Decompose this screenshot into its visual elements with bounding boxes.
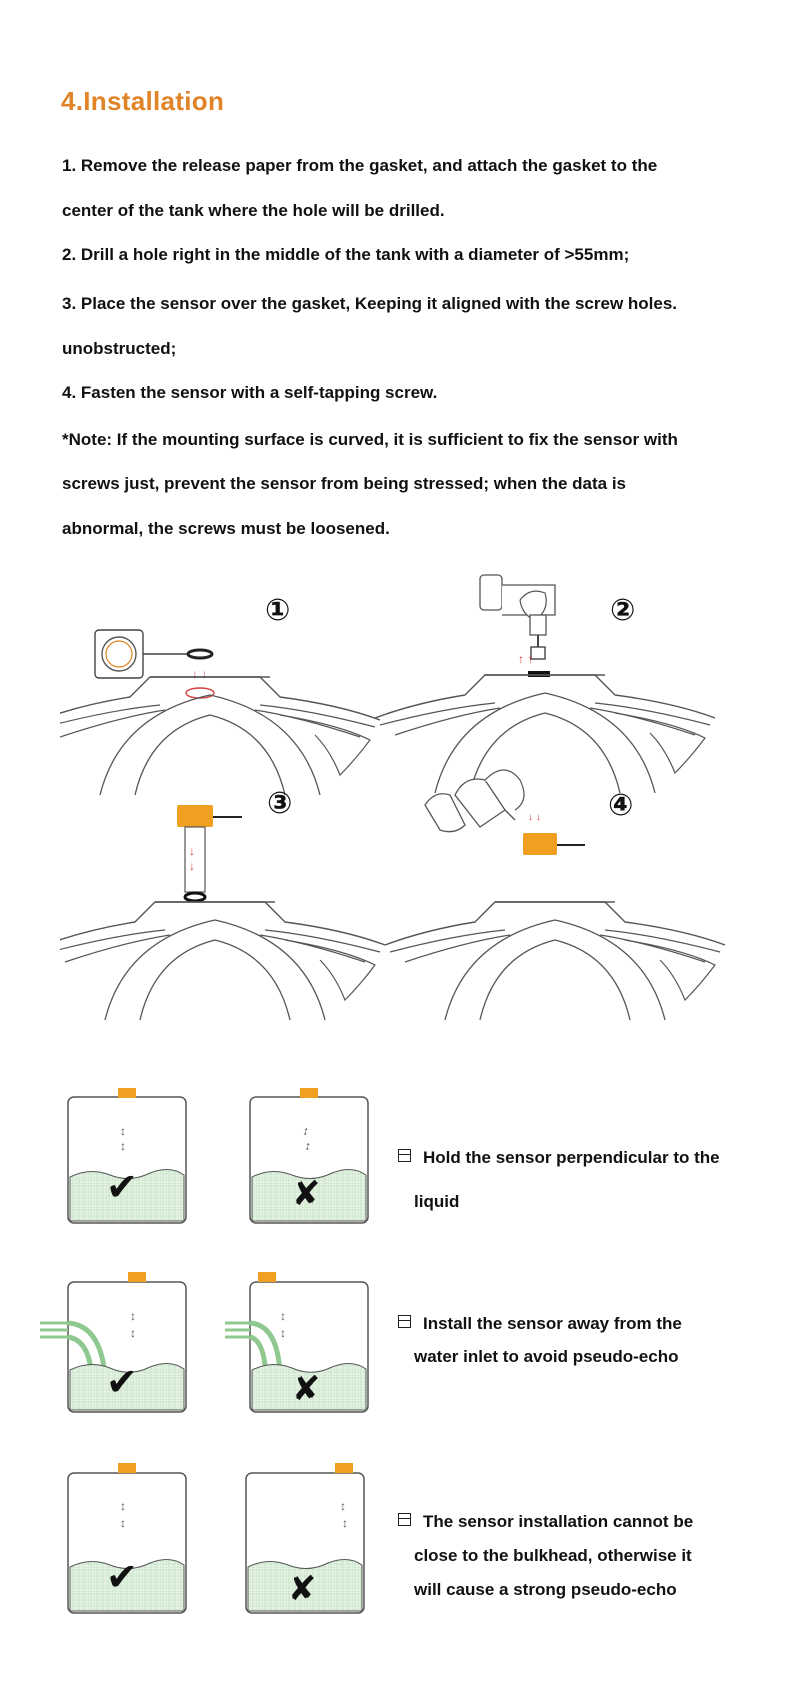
svg-text:↕: ↕	[130, 1309, 136, 1323]
svg-text:↕: ↕	[120, 1499, 126, 1513]
check-mark-icon: ✔	[106, 1362, 138, 1404]
svg-text:↓ ↓: ↓ ↓	[528, 812, 541, 823]
step-3-continued: unobstructed;	[62, 339, 177, 358]
svg-text:↕: ↕	[342, 1516, 348, 1530]
check-mark-icon: ✔	[106, 1557, 138, 1599]
guideline-3-continued: close to the bulkhead, otherwise it	[414, 1546, 692, 1565]
section-title: 4.Installation	[61, 86, 225, 116]
step-3-text: 3. Place the sensor over the gasket, Keeping it aligned with the screw holes.	[62, 294, 678, 313]
step-4-number-label	[608, 788, 633, 823]
step-4-text: 4. Fasten the sensor with a self-tapping screw.	[62, 383, 438, 402]
check-mark-icon: ✔	[106, 1167, 138, 1209]
svg-text:③: ③	[267, 786, 293, 821]
step-3-number-label	[267, 786, 292, 821]
tank-correct-center	[68, 1463, 186, 1613]
step-2-text: 2. Drill a hole right in the middle of the tank with a diameter of >55mm;	[62, 245, 630, 264]
svg-text:↑ ↑: ↑ ↑	[518, 652, 534, 666]
step-1-text: 1. Remove the release paper from the gasket, and attach the gasket to the	[62, 156, 658, 175]
tank-wrong-tilted	[250, 1088, 368, 1223]
guideline-2: Install the sensor away from the	[398, 1314, 760, 1334]
svg-text:↓ ↓: ↓ ↓	[192, 667, 208, 681]
svg-text:↕: ↕	[120, 1124, 126, 1138]
checkbox-bullet-icon	[398, 1315, 411, 1328]
diagram-step-3	[60, 786, 385, 1020]
step-1-continued: center of the tank where the hole will be drilled.	[62, 201, 445, 220]
cross-mark-icon: ✘	[292, 1370, 321, 1408]
svg-text:↕: ↕	[130, 1326, 136, 1340]
tank-correct-away-from-inlet	[40, 1272, 186, 1412]
guideline-1-continued: liquid	[414, 1192, 460, 1211]
checkbox-bullet-icon	[398, 1513, 411, 1526]
svg-text:④: ④	[608, 788, 634, 823]
svg-text:↕: ↕	[301, 1123, 311, 1139]
guideline-1: Hold the sensor perpendicular to the	[398, 1148, 760, 1168]
guideline-3: The sensor installation cannot be	[398, 1512, 760, 1532]
note-line-2: screws just, prevent the sensor from being stressed; when the data is	[62, 474, 626, 493]
cross-mark-icon: ✘	[292, 1175, 321, 1213]
tank-wrong-near-bulkhead	[246, 1463, 364, 1613]
note-line-1: *Note: If the mounting surface is curved, it is sufficient to fix the sensor with	[62, 430, 678, 449]
note-line-3: abnormal, the screws must be loosened.	[62, 519, 390, 538]
cross-mark-icon: ✘	[288, 1570, 317, 1608]
diagram-step-4	[385, 770, 725, 1020]
svg-text:↓: ↓	[189, 859, 195, 873]
guideline-3-continued-2: will cause a strong pseudo-echo	[414, 1580, 677, 1599]
guideline-2-continued: water inlet to avoid pseudo-echo	[414, 1347, 679, 1366]
tank-correct-perpendicular	[68, 1088, 186, 1223]
step-1-number-label	[265, 593, 290, 628]
svg-text:↕: ↕	[280, 1309, 286, 1323]
guideline-tank-diagrams	[40, 1075, 375, 1630]
step-2-number-label	[610, 593, 635, 628]
svg-text:↕: ↕	[303, 1138, 313, 1154]
svg-text:↕: ↕	[280, 1326, 286, 1340]
diagram-step-1	[60, 593, 380, 795]
svg-text:↕: ↕	[120, 1139, 126, 1153]
svg-text:↕: ↕	[120, 1516, 126, 1530]
svg-text:②: ②	[610, 593, 636, 628]
tank-wrong-near-inlet	[225, 1272, 368, 1412]
svg-text:①: ①	[265, 593, 291, 628]
svg-text:↕: ↕	[340, 1499, 346, 1513]
diagram-step-2	[375, 575, 715, 793]
installation-steps-diagram	[60, 565, 740, 1065]
svg-text:↓: ↓	[189, 844, 195, 858]
checkbox-bullet-icon	[398, 1149, 411, 1162]
